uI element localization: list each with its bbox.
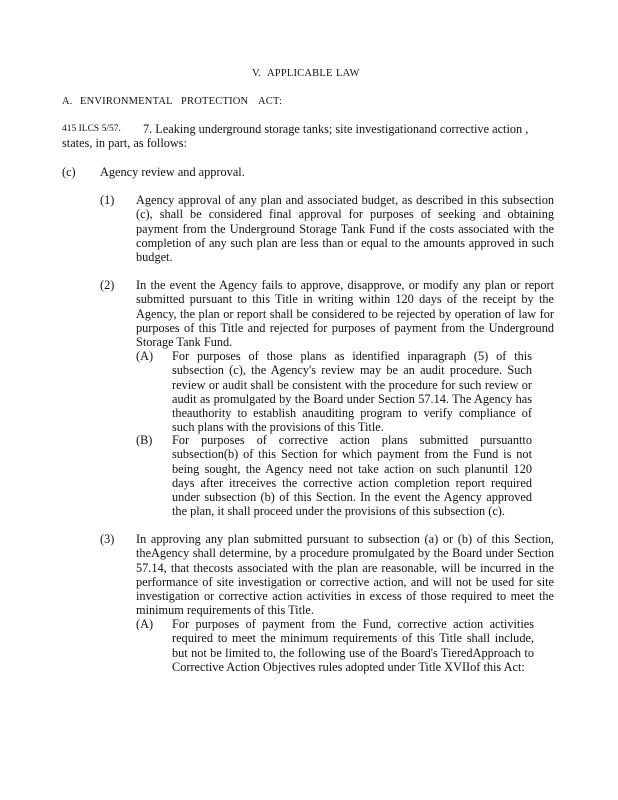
heading-letter: A. [62,96,73,107]
item-3-text: In approving any plan submitted pursuant to subsection (a) or (b) of this Section, theAgency shall determine, by a procedure promulgated by the Board under Section 57.14, that thecosts associated with the plan are reasonable, will be incurred in the performance of site investigation or corrective action, and will not be used for site investigation or corrective action activities in excess of those required to meet the minimum requirements of this Title. [136,532,554,618]
title-word-applicable: APPLICABLE [267,68,333,79]
paragraph-c-label: (c) [62,165,76,179]
citation-code: 415 ILCS 5/57. [62,124,121,134]
item-3-label: (3) [100,532,115,546]
item-2-text: In the event the Agency fails to approve, disapprove, or modify any plan or report submitted pursuant to this Title in writing within 120 days of the receipt by the Agency, the plan or report shall be considered to be rejected by operation of law for purposes of this Title and rejected for purposes of payment from the Underground Storage Tank Fund. [136,278,554,350]
heading-word-environmental: ENVIRONMENTAL [80,96,173,107]
paragraph-c-heading: Agency review and approval. [100,165,245,179]
citation-line-2: states, in part, as follows: [62,136,187,150]
heading-word-act: ACT: [258,96,283,107]
citation-line-1: 7. Leaking underground storage tanks; site investigationand corrective action , [143,122,529,136]
item-2-label: (2) [100,278,115,292]
title-roman: V. [252,68,262,79]
item-2-sub-b-label: (B) [136,433,153,447]
item-1-text: Agency approval of any plan and associated budget, as described in this subsection (c), shall be considered final approval for purposes of seeking and obtaining payment from the Underground Storage Tank Fund if the costs associated with the completion of any such plan are less than or equal to the amounts approved in such budget. [136,193,554,265]
item-1-label: (1) [100,193,115,207]
item-2-sub-a-text: For purposes of those plans as identified inparagraph (5) of this subsection (c), the Agency's review may be an audit procedure. Such review or audit shall be consistent with the procedure for such review or audit as promulgated by the Board under Section 57.14. The Agency has theauthority to establish anauditing program to verify compliance of such plans with the provisions of this Title. [172,349,532,435]
heading-word-protection: PROTECTION [181,96,249,107]
item-2-sub-a-label: (A) [136,349,154,363]
title-word-law: LAW [336,68,360,79]
item-3-sub-a-label: (A) [136,617,154,631]
item-2-sub-b-text: For purposes of corrective action plans submitted pursuantto subsection(b) of this Section for which payment from the Fund is not being sought, the Agency need not take action on such planuntil 120 days after itreceives the corrective action completion report required under subsection (b) of this Section. In the event the Agency approved the plan, it shall proceed under the provisions of this subsection (c). [172,433,532,519]
item-3-sub-a-text: For purposes of payment from the Fund, corrective action activities required to meet the minimum requirements of this Title shall include, but not be limited to, the following use of the Board's TieredApproach to Corrective Action Objectives rules adopted under Title XVIIof this Act: [172,617,534,674]
